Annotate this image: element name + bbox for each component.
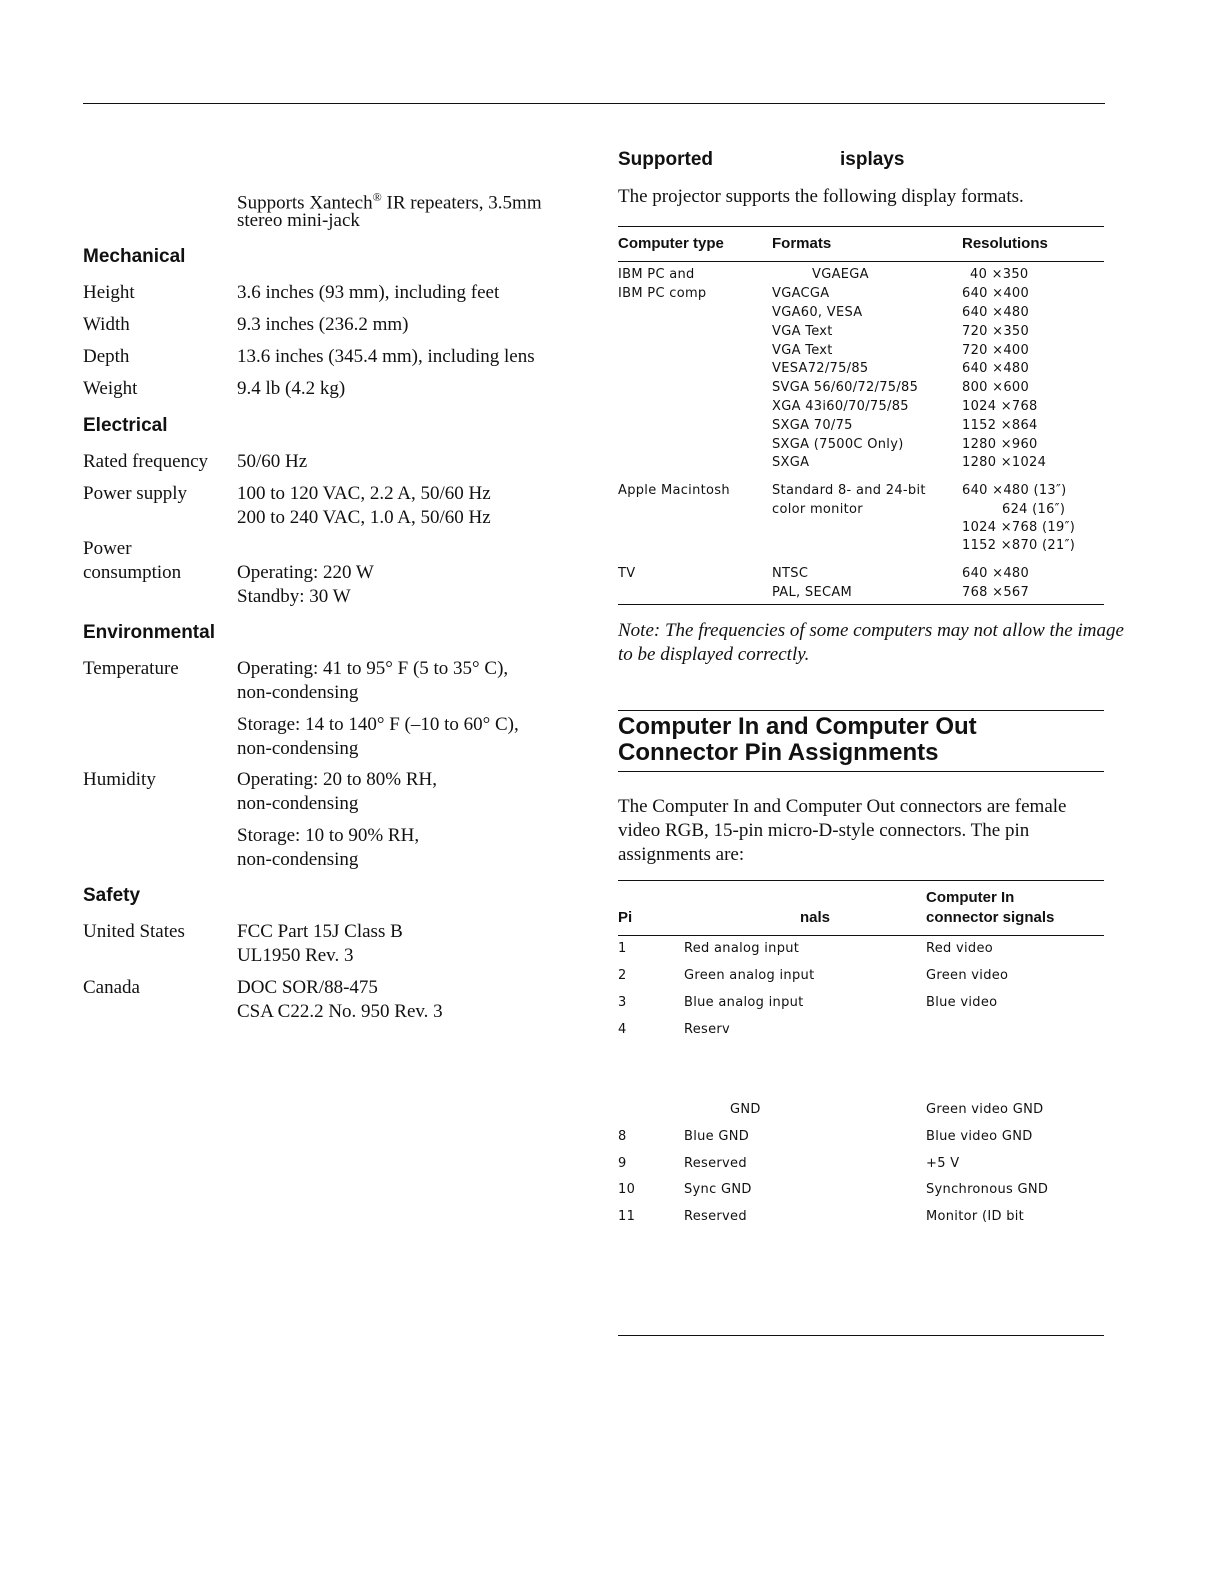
pin-number-cell: 1 [618, 941, 627, 956]
format-cell: SXGA (7500C Only) [772, 437, 904, 452]
format-cell: color monitor [772, 502, 863, 517]
resolution-cell: 40 ×350 [970, 267, 1029, 282]
computer-in-signal-cell: Green video [926, 968, 1009, 983]
spec-value: 100 to 120 VAC, 2.2 A, 50/60 Hz [237, 483, 491, 504]
pin-number-cell: 3 [618, 995, 627, 1010]
signal-cell: Sync GND [684, 1182, 752, 1197]
computer-in-signal-cell: Blue video GND [926, 1129, 1033, 1144]
resolution-cell: 640 ×480 [962, 361, 1030, 376]
resolution-cell: 640 ×480 [962, 305, 1030, 320]
spec-label: Width [83, 314, 130, 335]
displays-intro: The projector supports the following display formats. [618, 186, 1024, 207]
format-cell: Standard 8- and 24-bit [772, 483, 926, 498]
spec-label: United States [83, 921, 185, 942]
spec-value: 200 to 240 VAC, 1.0 A, 50/60 Hz [237, 507, 491, 528]
computer-in-signal-cell: Monitor (ID bit [926, 1209, 1025, 1224]
footer-rule [618, 1335, 1104, 1336]
computer-in-signal-cell: Red video [926, 941, 994, 956]
resolution-cell: 1280 ×1024 [962, 455, 1047, 470]
col-computer-in-2: connector signals [926, 909, 1055, 926]
format-cell: VGA Text [772, 324, 833, 339]
computer-in-signal-cell: Synchronous GND [926, 1182, 1049, 1197]
header-rule [83, 103, 1105, 104]
signal-cell: Reserv [684, 1022, 731, 1037]
resolution-cell: 768 ×567 [962, 585, 1030, 600]
col-formats: Formats [772, 235, 832, 252]
note-line2: to be displayed correctly. [618, 644, 810, 665]
pin-number-cell: 10 [618, 1182, 636, 1197]
col-resolutions: Resolutions [962, 235, 1048, 252]
spec-label: Power [83, 538, 132, 559]
format-cell: VGACGA [772, 286, 830, 301]
resolution-cell: 1152 ×864 [962, 418, 1038, 433]
spec-label: Canada [83, 977, 140, 998]
resolution-cell: 640 ×480 (13″) [962, 483, 1067, 498]
resolution-cell: 640 ×480 [962, 566, 1030, 581]
format-cell: NTSC [772, 566, 809, 581]
format-cell: VGA Text [772, 343, 833, 358]
signal-cell: Green analog input [684, 968, 815, 983]
pins-intro-3: assignments are: [618, 844, 745, 865]
spec-value: Standby: 30 W [237, 586, 351, 607]
resolution-cell: 720 ×400 [962, 343, 1030, 358]
col-pin: Pi [618, 909, 633, 926]
format-cell: SVGA 56/60/72/75/85 [772, 380, 919, 395]
resolution-cell: 1152 ×870 (21″) [962, 538, 1076, 553]
spec-label: consumption [83, 562, 182, 583]
resolution-cell: 720 ×350 [962, 324, 1030, 339]
computer-type-cell: Apple Macintosh [618, 483, 730, 498]
resolution-cell: 1024 ×768 (19″) [962, 520, 1076, 535]
spec-value: Operating: 220 W [237, 562, 374, 583]
resolution-cell: 624 (16″) [1002, 502, 1066, 517]
spec-label: Weight [83, 378, 138, 399]
spec-value: 50/60 Hz [237, 451, 308, 472]
spec-value: 9.3 inches (236.2 mm) [237, 314, 409, 335]
table-rule [618, 880, 1104, 881]
signal-cell: Reserved [684, 1156, 747, 1171]
spec-value: Operating: 41 to 95° F (5 to 35° C), [237, 658, 509, 679]
format-cell: XGA 43i60/70/75/85 [772, 399, 909, 414]
signal-cell: Blue analog input [684, 995, 804, 1010]
spec-value: CSA C22.2 No. 950 Rev. 3 [237, 1001, 443, 1022]
pins-intro-1: The Computer In and Computer Out connectors are female [618, 796, 1067, 817]
spec-label: Humidity [83, 769, 156, 790]
table-rule [618, 226, 1104, 227]
format-cell: VESA72/75/85 [772, 361, 869, 376]
spec-label: Power supply [83, 483, 187, 504]
ir-note-line1: Supports Xantech® IR repeaters, 3.5mm [237, 190, 542, 214]
signal-cell: Reserved [684, 1209, 747, 1224]
spec-value: non-condensing [237, 793, 359, 814]
signal-cell: GND [730, 1102, 761, 1117]
ir-note-line2: stereo mini-jack [237, 210, 360, 231]
col-computer-in-1: Computer In [926, 889, 1015, 906]
pins-title-line2: Connector Pin Assignments [618, 739, 939, 766]
signal-cell: Red analog input [684, 941, 800, 956]
table-rule [618, 935, 1104, 936]
pins-intro-2: video RGB, 15-pin micro-D-style connectors. The pin [618, 820, 1030, 841]
note-line1: Note: The frequencies of some computers may not allow the image [618, 620, 1124, 641]
format-cell: SXGA [772, 455, 810, 470]
section-heading: Environmental [83, 622, 215, 643]
section-heading: Electrical [83, 415, 168, 436]
resolution-cell: 1280 ×960 [962, 437, 1038, 452]
format-cell: PAL, SECAM [772, 585, 853, 600]
spec-value: Operating: 20 to 80% RH, [237, 769, 438, 790]
computer-type-cell: IBM PC comp [618, 286, 707, 301]
displays-title-b: isplays [840, 149, 905, 170]
spec-value: non-condensing [237, 849, 359, 870]
computer-type-cell: TV [618, 566, 636, 581]
col-computer-type: Computer type [618, 235, 724, 252]
pins-title-line1: Computer In and Computer Out [618, 713, 977, 740]
signal-cell: Blue GND [684, 1129, 750, 1144]
format-cell: VGAEGA [812, 267, 869, 282]
spec-value: DOC SOR/88-475 [237, 977, 378, 998]
spec-label: Rated frequency [83, 451, 209, 472]
section-heading: Safety [83, 885, 141, 906]
col-signals: nals [800, 909, 831, 926]
format-cell: VGA60, VESA [772, 305, 863, 320]
pin-number-cell: 2 [618, 968, 627, 983]
computer-in-signal-cell: +5 V [926, 1156, 960, 1171]
spec-label: Temperature [83, 658, 179, 679]
spec-value: 13.6 inches (345.4 mm), including lens [237, 346, 535, 367]
displays-title-a: Supported [618, 149, 713, 170]
spec-value: non-condensing [237, 682, 359, 703]
spec-value: 9.4 lb (4.2 kg) [237, 378, 346, 399]
computer-type-cell: IBM PC and [618, 267, 695, 282]
spec-label: Depth [83, 346, 130, 367]
table-rule [618, 261, 1104, 262]
spec-label: Height [83, 282, 135, 303]
resolution-cell: 800 ×600 [962, 380, 1030, 395]
pin-number-cell: 11 [618, 1209, 636, 1224]
pin-number-cell: 8 [618, 1129, 627, 1144]
section-rule [618, 771, 1104, 772]
spec-value: UL1950 Rev. 3 [237, 945, 354, 966]
computer-in-signal-cell: Green video GND [926, 1102, 1044, 1117]
spec-value: FCC Part 15J Class B [237, 921, 403, 942]
pin-number-cell: 4 [618, 1022, 627, 1037]
spec-value: 3.6 inches (93 mm), including feet [237, 282, 500, 303]
resolution-cell: 640 ×400 [962, 286, 1030, 301]
format-cell: SXGA 70/75 [772, 418, 853, 433]
computer-in-signal-cell: Blue video [926, 995, 998, 1010]
section-rule [618, 710, 1104, 711]
table-rule [618, 604, 1104, 605]
pin-number-cell: 9 [618, 1156, 627, 1171]
spec-value: non-condensing [237, 738, 359, 759]
spec-value: Storage: 10 to 90% RH, [237, 825, 420, 846]
section-heading: Mechanical [83, 246, 186, 267]
resolution-cell: 1024 ×768 [962, 399, 1038, 414]
spec-value: Storage: 14 to 140° F (–10 to 60° C), [237, 714, 519, 735]
